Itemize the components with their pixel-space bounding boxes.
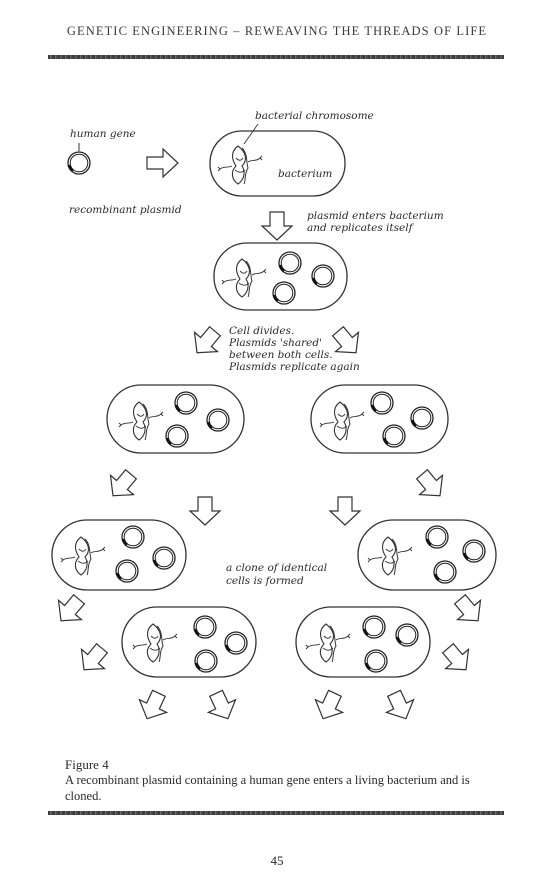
label-plasmid-enters-2: and replicates itself [307,222,413,234]
cloning-diagram [0,90,554,730]
right-arrow [147,149,178,177]
label-clone-2: cells is formed [226,575,304,587]
bacterium-8 [296,607,430,677]
down-left-arrow [186,322,227,363]
bacterium-5 [52,520,186,590]
down-right-arrow [327,322,368,363]
label-cell-divides-3: between both cells. [229,349,333,361]
label-bacterial-chromosome: bacterial chromosome [255,110,374,122]
label-human-gene: human gene [70,128,136,140]
bacterium-6 [358,520,496,590]
label-plasmid-enters-1: plasmid enters bacterium [307,210,444,222]
top-rule [48,55,504,59]
bacterium-2 [214,243,347,310]
figure-caption-text: A recombinant plasmid containing a human gene enters a living bacterium and is cloned. [65,773,470,803]
label-cell-divides-2: Plasmids 'shared' [229,337,322,349]
bottom-rule [48,811,504,815]
label-cell-divides-1: Cell divides. [229,325,295,337]
human-gene-plasmid [68,143,90,174]
label-recombinant-plasmid: recombinant plasmid [69,204,182,216]
label-clone-1: a clone of identical [226,562,328,574]
page-number: 45 [270,853,284,868]
figure-caption-title: Figure 4 [65,757,109,772]
label-cell-divides-4: Plasmids replicate again [229,361,360,373]
label-bacterium: bacterium [278,168,333,180]
running-head: GENETIC ENGINEERING – REWEAVING THE THREADS OF LIFE [66,24,488,38]
bacterium-3 [107,385,244,453]
bacterium-1 [210,131,345,196]
down-arrow [262,212,292,240]
bacterium-4 [311,385,448,453]
bacterium-7 [122,607,256,677]
